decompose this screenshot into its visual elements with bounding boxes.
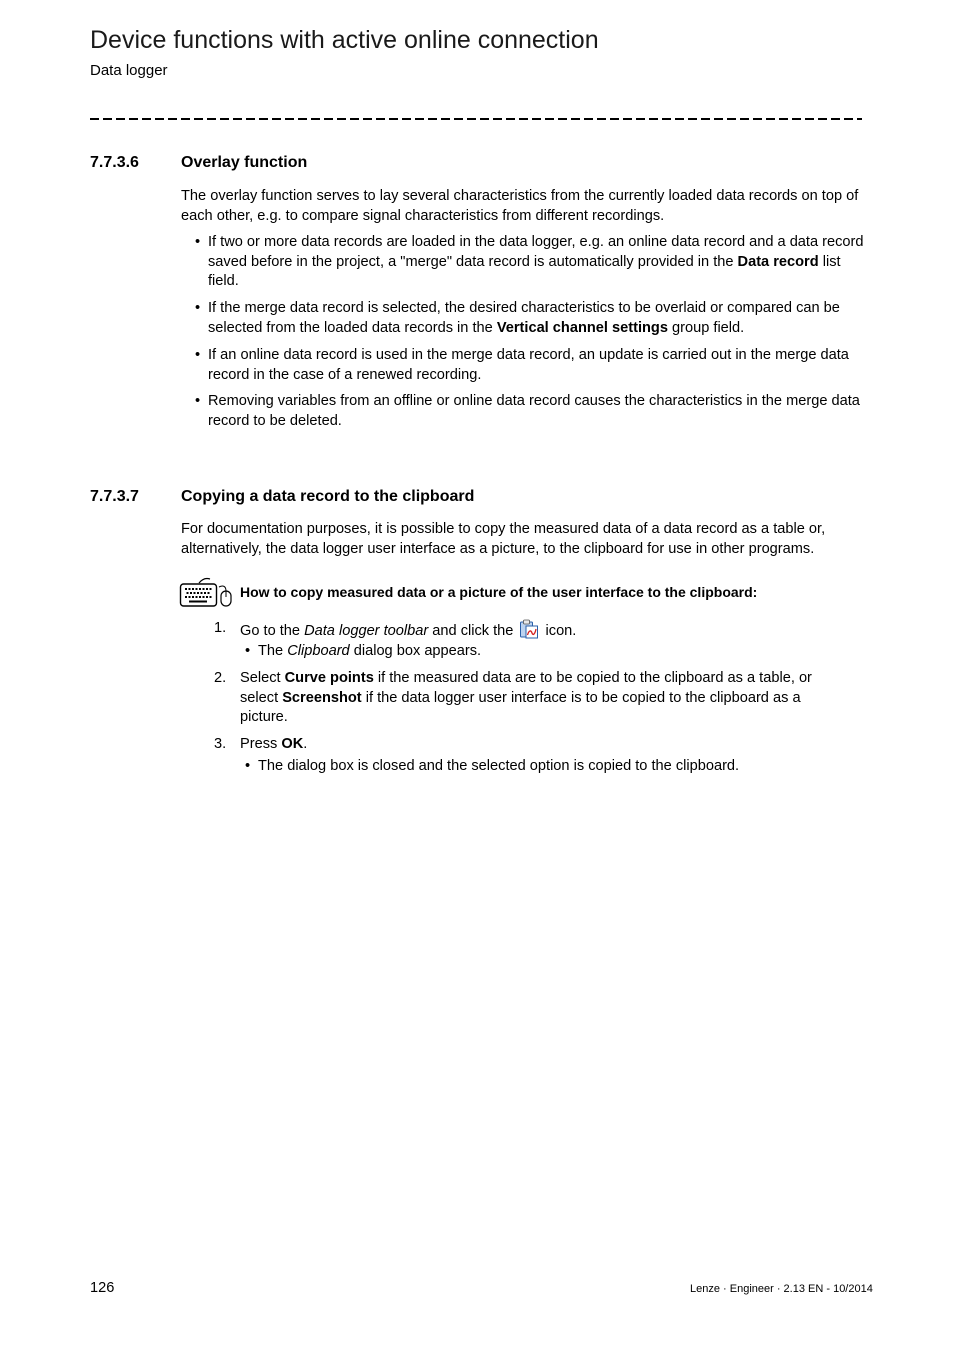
list-item: If two or more data records are loaded in the data logger, e.g. an online data record and a data record saved before in the project, a "merge" data record is automatically provided in the Data record list field.: [208, 234, 864, 289]
publication-info: Lenze · Engineer · 2.13 EN - 10/2014: [690, 1283, 873, 1295]
step-text: Select Curve points if the measured data are to be copied to the clipboard as a table, or select Screenshot if the data logger user interface is to be copied to the clipboard as a picture.: [240, 670, 812, 725]
bullet-marker: •: [195, 393, 201, 409]
page-header-title: Device functions with active online connection: [90, 26, 599, 54]
step-result: The Clipboard dialog box appears.: [258, 643, 482, 659]
step-text: Go to the Data logger toolbar and click the icon.: [240, 619, 850, 642]
step-text: Press OK.: [240, 736, 308, 752]
section-number: 7.7.3.6: [90, 154, 139, 171]
bullet-marker: •: [195, 347, 201, 363]
section-title: Copying a data record to the clipboard: [181, 488, 475, 505]
bullet-marker: •: [195, 300, 201, 316]
section-number: 7.7.3.7: [90, 488, 139, 505]
howto-heading: How to copy measured data or a picture of the user interface to the clipboard:: [240, 584, 758, 600]
list-item: If the merge data record is selected, the desired characteristics to be overlaid or compared can be selected from the loaded data records in the Vertical channel settings group field.: [208, 300, 840, 336]
bullet-marker: •: [245, 758, 251, 774]
section-title: Overlay function: [181, 154, 308, 171]
step-number: 1.: [214, 620, 227, 636]
section-intro: For documentation purposes, it is possible to copy the measured data of a data record as a table or, alternatively, the data logger user interface as a picture, to the clipboard for use in other programs.: [181, 521, 826, 557]
page-number: 126: [90, 1280, 115, 1296]
keyboard-mouse-icon: [179, 576, 233, 608]
list-item: Removing variables from an offline or online data record causes the characteristics in the merge data record to be deleted.: [208, 393, 860, 429]
clipboard-copy-icon: [519, 619, 539, 639]
section-intro: The overlay function serves to lay several characteristics from the currently loaded data records on top of each other, e.g. to compare signal characteristics from different recordings.: [181, 188, 859, 224]
list-item: If an online data record is used in the merge data record, an update is carried out in the merge data record in the case of a renewed recording.: [208, 347, 849, 383]
step-number: 2.: [214, 670, 227, 686]
step-number: 3.: [214, 736, 227, 752]
header-divider: [90, 118, 862, 120]
page-header-subtitle: Data logger: [90, 62, 168, 79]
bullet-marker: •: [195, 234, 201, 250]
bullet-marker: •: [245, 643, 251, 659]
step-result: The dialog box is closed and the selected option is copied to the clipboard.: [258, 758, 740, 774]
